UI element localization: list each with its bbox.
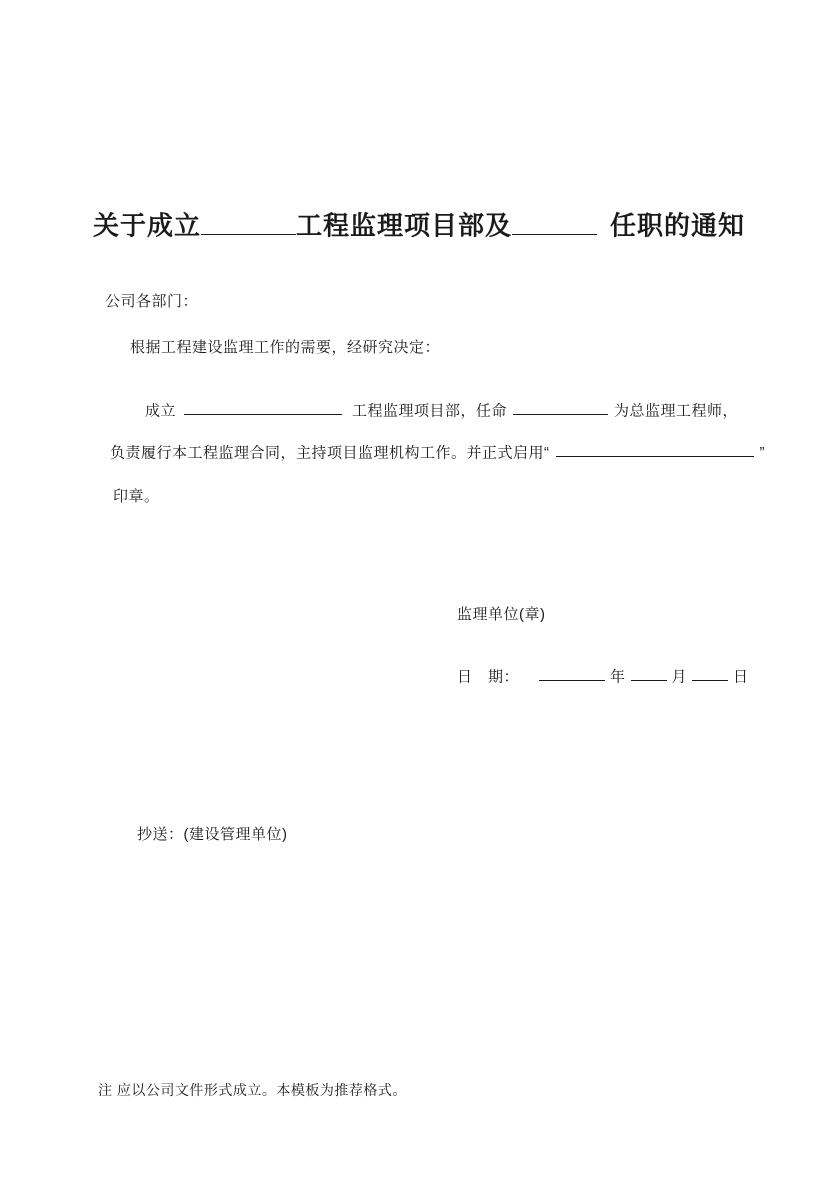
- title-text-prefix: 关于成立: [92, 210, 201, 241]
- blank-seal-name[interactable]: [556, 441, 754, 457]
- title-text-middle: 工程监理项目部及: [295, 210, 512, 241]
- salutation-line: 公司各部门：: [105, 293, 199, 310]
- year-label: 年: [610, 668, 626, 686]
- date-label: 日 期：: [457, 668, 520, 686]
- blank-day[interactable]: [692, 665, 728, 681]
- day-label: 日: [733, 668, 749, 686]
- document-title: [0, 207, 838, 243]
- establish-text: 成立: [145, 402, 177, 420]
- body-line-1: [145, 399, 738, 420]
- title-blank-project-name[interactable]: [201, 207, 296, 235]
- date-line: [457, 665, 749, 686]
- title-text-suffix: 任职的通知: [610, 210, 746, 241]
- appoint-text: 工程监理项目部，任命: [352, 402, 508, 420]
- duty-text: 负责履行本工程监理合同，主持项目监理机构工作。并正式启用: [110, 444, 545, 462]
- body-line-2: [110, 441, 765, 462]
- close-quote: ”: [759, 444, 766, 462]
- seal-text-line: 印章。: [113, 488, 160, 505]
- month-label: 月: [671, 668, 688, 686]
- signature-unit-label: 监理单位(章): [457, 606, 546, 623]
- cc-line: 抄送：(建设管理单位): [137, 826, 288, 843]
- blank-month[interactable]: [631, 665, 667, 681]
- chief-engineer-text: 为总监理工程师，: [614, 402, 739, 420]
- intro-paragraph: 根据工程建设监理工作的需要，经研究决定：: [130, 339, 441, 356]
- open-quote: “: [544, 444, 550, 462]
- title-blank-appointee-name[interactable]: [512, 207, 597, 235]
- blank-project-name[interactable]: [184, 399, 342, 415]
- blank-appointee-name[interactable]: [513, 399, 608, 415]
- blank-year[interactable]: [539, 665, 605, 681]
- note-line: 注 应以公司文件形式成立。本模板为推荐格式。: [98, 1082, 407, 1098]
